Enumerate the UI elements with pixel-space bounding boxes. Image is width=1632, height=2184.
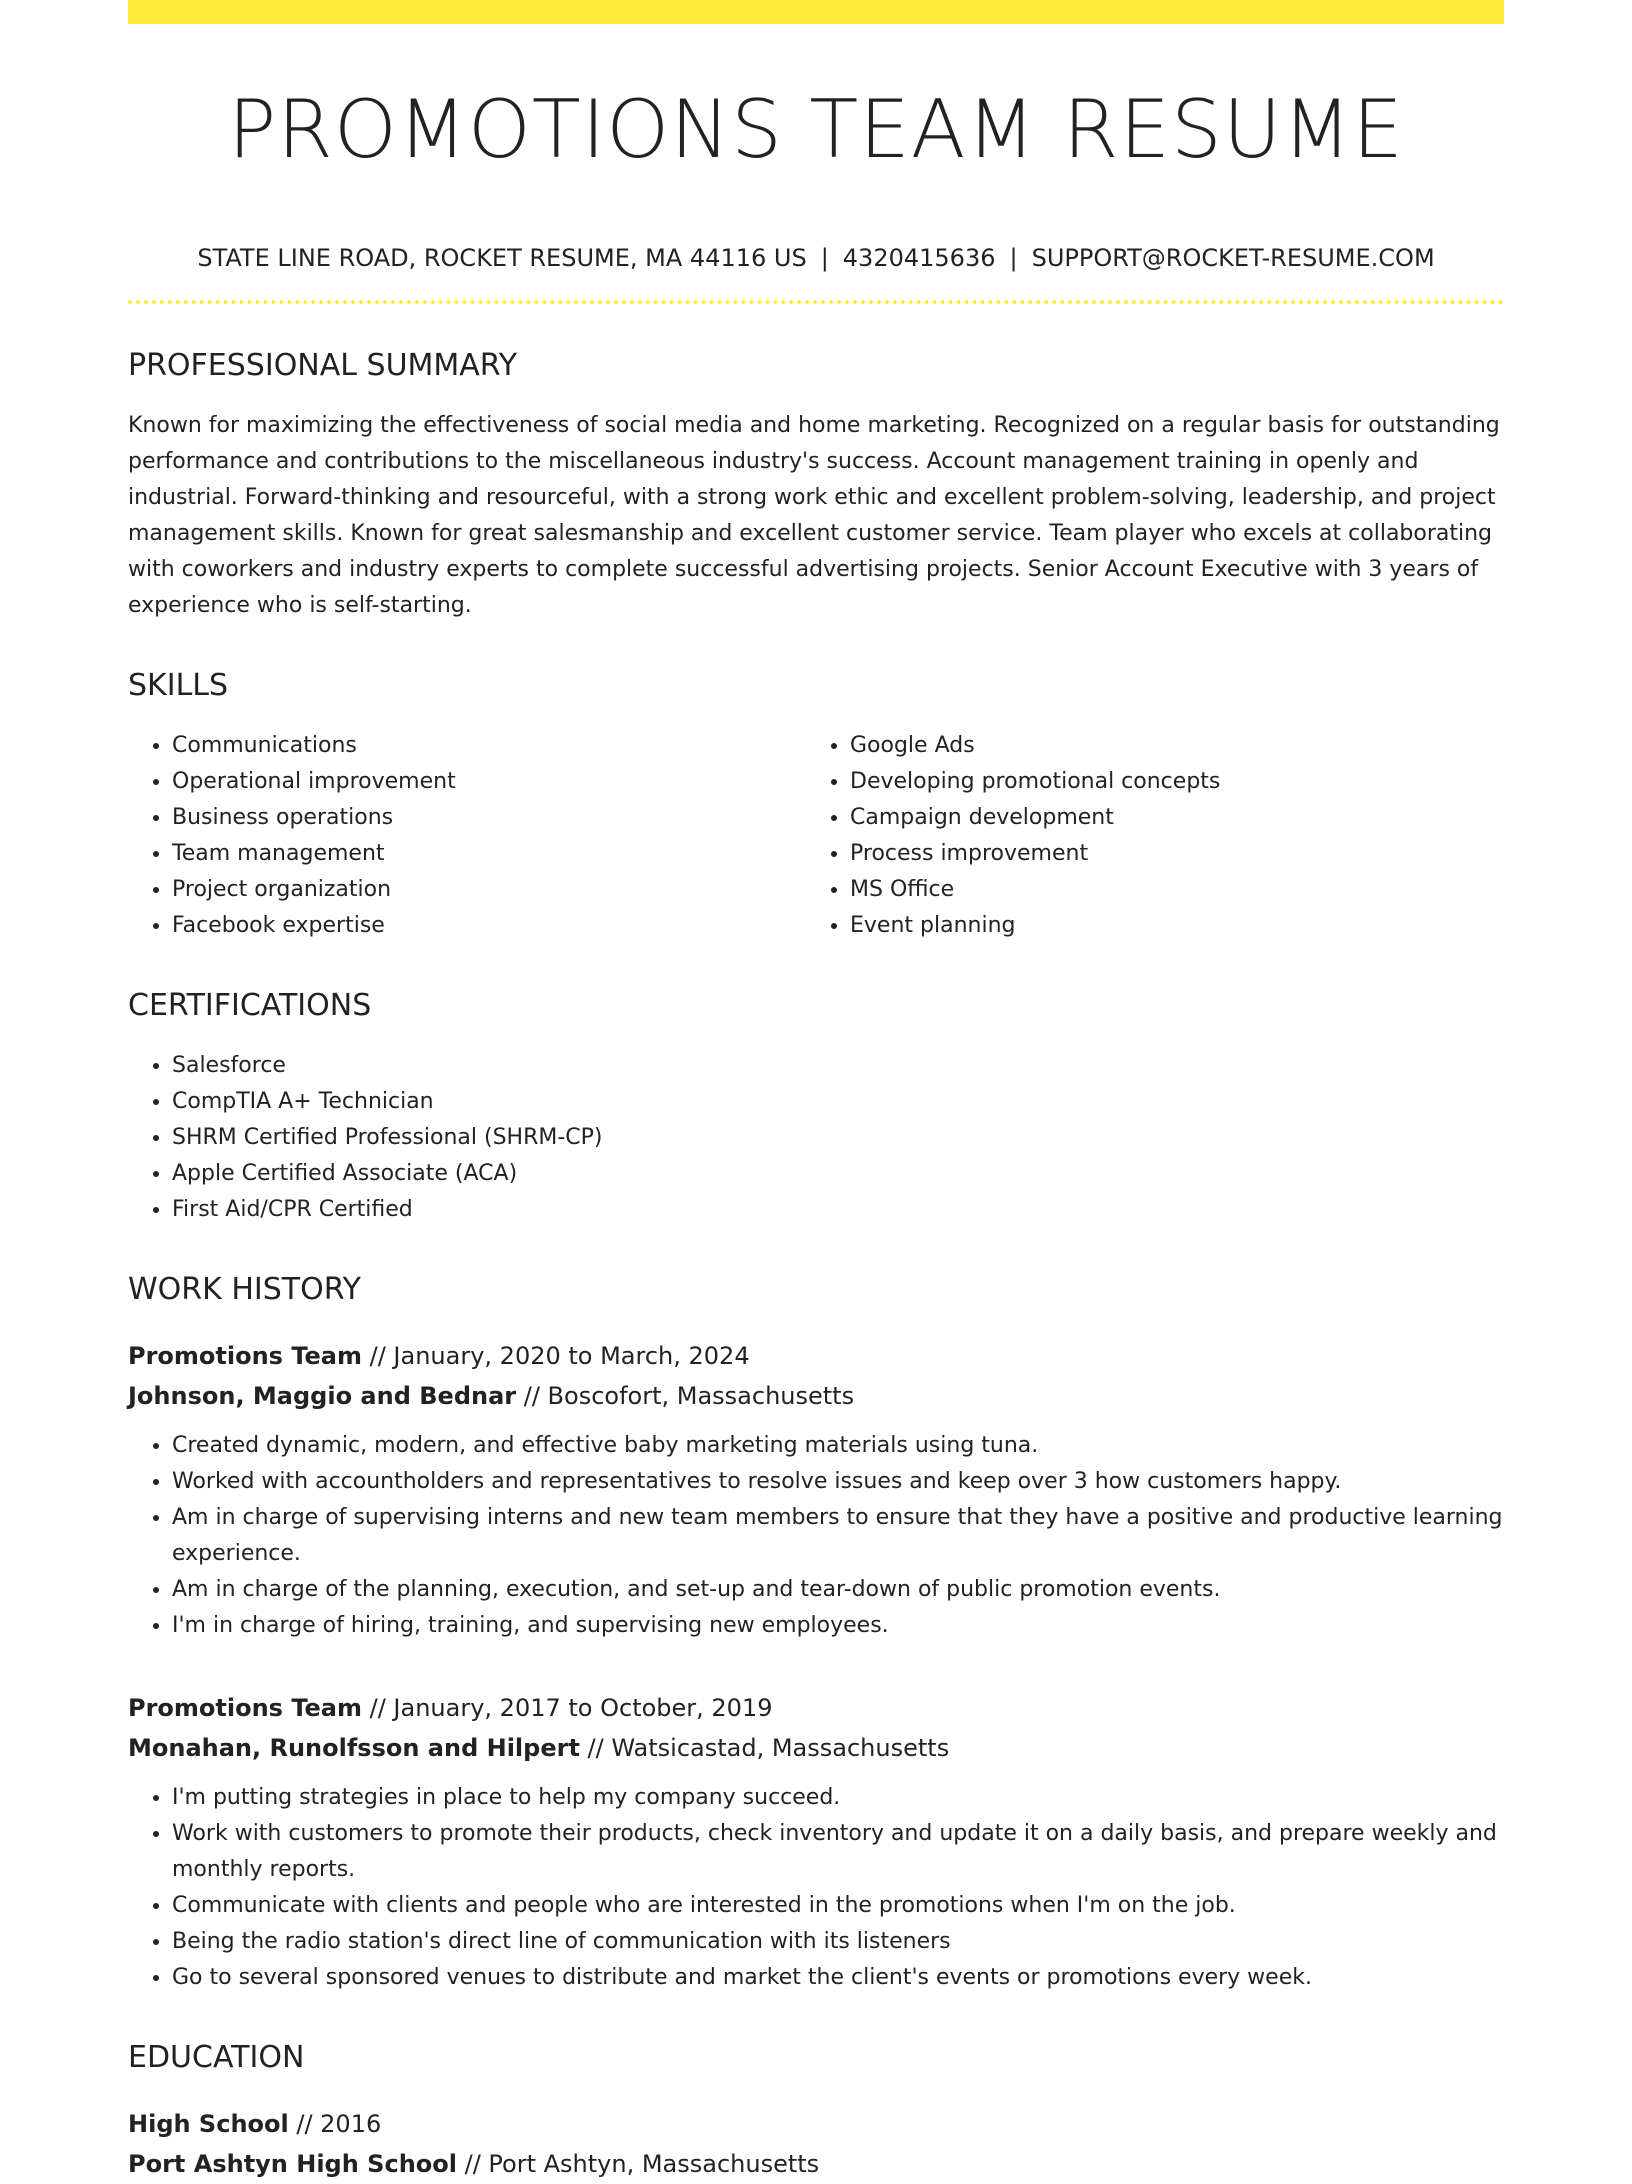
job-dates: // January, 2020 to March, 2024 [362,1342,750,1370]
contact-line [128,242,1504,274]
skills-list-right [806,728,1484,944]
education-degree-line [128,2104,1504,2144]
section-title-education: EDUCATION [128,2040,305,2075]
contact-address: STATE LINE ROAD, ROCKET RESUME, MA 44116 US [197,244,807,272]
skill-item: • Project organization [172,872,806,908]
skill-item: • Campaign development [850,800,1484,836]
job-bullets [128,1780,1504,1996]
skills-column-left [128,728,806,944]
section-title-certifications: CERTIFICATIONS [128,988,372,1023]
job-role-line [128,1336,1504,1376]
contact-separator: | [1009,244,1018,272]
skill-item: • Business operations [172,800,806,836]
education-year: // 2016 [288,2110,382,2138]
education-school: Port Ashtyn High School [128,2150,457,2178]
certification-item: • CompTIA A+ Technician [172,1084,1504,1120]
job-bullet: • Communicate with clients and people who are interested in the promotions when I'm on the job. [172,1888,1504,1924]
education-location: // Port Ashtyn, Massachusetts [456,2150,820,2178]
job-bullet: • Am in charge of the planning, execution, and set-up and tear-down of public promotion events. [172,1572,1504,1608]
job-bullet: • Worked with accountholders and representatives to resolve issues and keep over 3 how customers happy. [172,1464,1504,1500]
skill-item: • Developing promotional concepts [850,764,1484,800]
skill-item: • Facebook expertise [172,908,806,944]
job-entry [128,1688,1504,1996]
job-bullet: • Being the radio station's direct line of communication with its listeners [172,1924,1504,1960]
skill-item: • Event planning [850,908,1484,944]
dotted-divider [128,300,1504,304]
resume-content [128,24,1504,2184]
skill-item: • Process improvement [850,836,1484,872]
skill-item: • Operational improvement [172,764,806,800]
certification-item: • Salesforce [172,1048,1504,1084]
job-role: Promotions Team [128,1694,362,1722]
job-location: // Watsicastad, Massachusetts [579,1734,950,1762]
skills-columns [128,728,1504,944]
job-company: Johnson, Maggio and Bednar [128,1382,517,1410]
job-company-line [128,1728,1504,1768]
job-entry [128,1336,1504,1644]
section-title-skills: SKILLS [128,668,229,703]
certifications-list [128,1048,1504,1228]
skills-column-right [806,728,1484,944]
skill-item: • MS Office [850,872,1484,908]
certification-item: • Apple Certified Associate (ACA) [172,1156,1504,1192]
job-bullet: • Am in charge of supervising interns and new team members to ensure that they have a positive and productive learning experience. [172,1500,1504,1572]
skill-item: • Team management [172,836,806,872]
job-bullets [128,1428,1504,1644]
certifications-block [128,1048,1504,1228]
section-title-summary: PROFESSIONAL SUMMARY [128,348,518,383]
job-company: Monahan, Runolfsson and Hilpert [128,1734,580,1762]
job-bullet: • Work with customers to promote their products, check inventory and update it on a daily basis, and prepare weekly and monthly reports. [172,1816,1504,1888]
job-bullet: • I'm in charge of hiring, training, and supervising new employees. [172,1608,1504,1644]
section-title-work-history: WORK HISTORY [128,1272,361,1307]
accent-top-bar [128,0,1504,24]
job-bullet: • I'm putting strategies in place to help my company succeed. [172,1780,1504,1816]
education-entry [128,2104,1504,2184]
job-bullet: • Go to several sponsored venues to distribute and market the client's events or promotions every week. [172,1960,1504,1996]
job-location: // Boscofort, Massachusetts [516,1382,855,1410]
contact-email: SUPPORT@ROCKET-RESUME.COM [1031,244,1435,272]
summary-text: Known for maximizing the effectiveness of social media and home marketing. Recognized on a regular basis for outstanding performance and contributions to the miscellaneous industry's success. Account management training in openly and industrial. Forward-thinking and resourceful, with a strong work ethic and excellent problem-solving, leadership, and project management skills. Known for great salesmanship and excellent customer service. Team player who excels at collaborating with coworkers and industry experts to complete successful advertising projects. Senior Account Executive with 3 years of experience who is self-starting. [128,413,1500,618]
education-degree: High School [128,2110,289,2138]
certification-item: • First Aid/CPR Certified [172,1192,1504,1228]
skills-list-left [128,728,806,944]
education-school-line [128,2144,1504,2184]
job-role-line [128,1688,1504,1728]
job-company-line [128,1376,1504,1416]
contact-phone: 4320415636 [842,244,996,272]
resume-title: PROMOTIONS TEAM RESUME [228,83,1404,176]
job-dates: // January, 2017 to October, 2019 [362,1694,773,1722]
skill-item: • Communications [172,728,806,764]
certification-item: • SHRM Certified Professional (SHRM-CP) [172,1120,1504,1156]
job-role: Promotions Team [128,1342,362,1370]
contact-separator: | [820,244,829,272]
job-bullet: • Created dynamic, modern, and effective baby marketing materials using tuna. [172,1428,1504,1464]
skill-item: • Google Ads [850,728,1484,764]
